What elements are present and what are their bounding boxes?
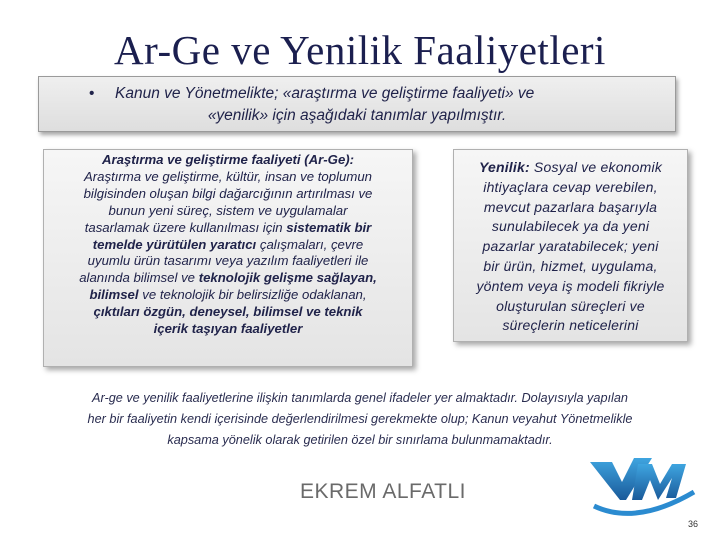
innovation-heading-line: Yenilik: Sosyal ve ekonomik	[478, 159, 663, 175]
rd-line: temelde yürütülen yaratıcı çalışmaları, çevre	[92, 236, 364, 252]
bullet: •	[89, 85, 95, 102]
rd-line: çıktıları özgün, deneysel, bilimsel ve teknik	[93, 304, 363, 320]
summary-line: her bir faaliyetin kendi içerisinde değerlendirilmesi gerekmekte olup; Kanun veyahut Yönetmelikle	[87, 412, 633, 426]
summary-paragraph	[0, 388, 720, 451]
rd-definition-box	[43, 149, 413, 367]
rd-heading: Araştırma ve geliştirme faaliyeti (Ar-Ge):	[101, 152, 355, 167]
innovation-definition-box	[453, 149, 688, 342]
innovation-line: yöntem veya iş modeli fikriyle	[476, 277, 665, 294]
rd-line: bunun yeni süreç, sistem ve uygulamalar	[108, 202, 348, 218]
rd-line: içerik taşıyan faaliyetler	[153, 321, 303, 337]
slide-title: Ar-Ge ve Yenilik Faaliyetleri	[114, 27, 606, 73]
innovation-line: mevcut pazarlara başarıyla	[483, 198, 658, 215]
author-name: EKREM ALFATLI	[300, 480, 466, 503]
page-number: 36	[688, 519, 699, 529]
innovation-line: bir ürün, hizmet, uygulama,	[483, 257, 658, 274]
rd-line: alanında bilimsel ve teknolojik gelişme sağlayan,	[79, 270, 377, 286]
rd-line: Araştırma ve geliştirme, kültür, insan ve toplumun	[83, 168, 373, 184]
innovation-line: sunulabilecek ya da yeni	[491, 218, 650, 235]
summary-line: kapsama yönelik olarak getirilen özel bir sınırlama bulunmamaktadır.	[167, 433, 553, 447]
innovation-line: pazarlar yaratabilecek; yeni	[482, 238, 659, 255]
ymm-logo-icon	[586, 452, 698, 530]
intro-text-line-1: Kanun ve Yönetmelikte; «araştırma ve geliştirme faaliyeti» ve	[115, 85, 535, 102]
rd-line: bilgisinden oluşan bilgi dağarcığının artırılması ve	[83, 185, 373, 201]
innovation-line: ihtiyaçlara cevap verebilen,	[483, 178, 658, 195]
summary-line: Ar-ge ve yenilik faaliyetlerine ilişkin tanımlarda genel ifadeler yer almaktadır. Dolayısıyla yapılan	[92, 391, 628, 405]
rd-line: uyumlu ürün tasarımı veya yazılım faaliyetleri ile	[87, 253, 369, 269]
rd-line: tasarlamak üzere kullanılması için sistematik bir	[84, 219, 372, 235]
innovation-line: süreçlerin neticelerini	[502, 317, 639, 334]
innovation-line: oluşturulan süreçleri ve	[496, 297, 645, 314]
intro-text-line-2: «yenilik» için aşağıdaki tanımlar yapılmıştır.	[207, 107, 507, 124]
intro-box	[38, 76, 676, 132]
rd-line: bilimsel ve teknolojik bir belirsizliğe odaklanan,	[89, 287, 367, 303]
